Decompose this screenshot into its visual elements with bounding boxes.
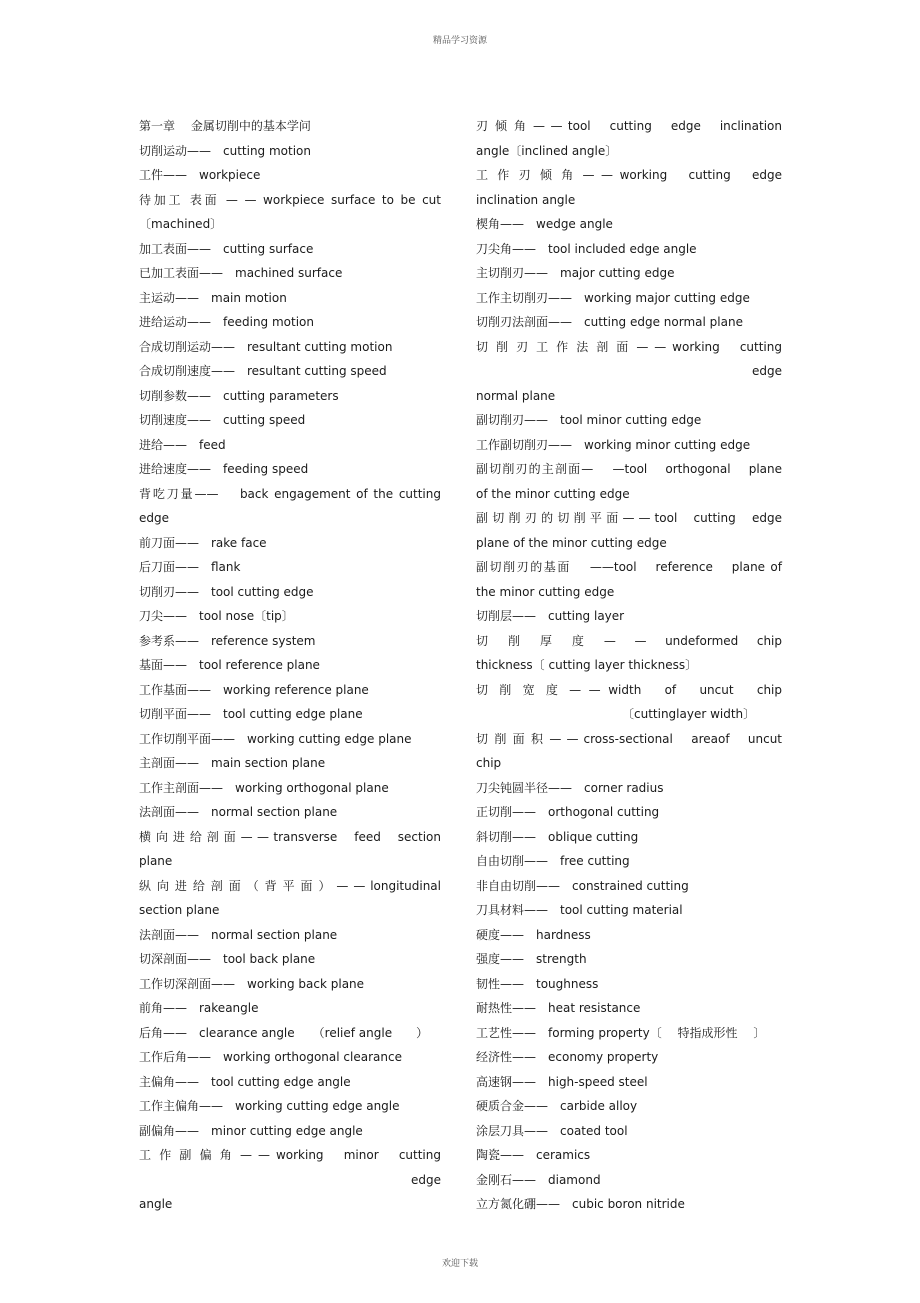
glossary-line: 非自由切削—— constrained cutting bbox=[476, 878, 689, 893]
glossary-line: 切 削 宽 度 — — width of uncut chip bbox=[476, 682, 782, 697]
glossary-line: the minor cutting edge bbox=[476, 584, 615, 599]
glossary-line: 切深剖面—— tool back plane bbox=[139, 952, 316, 966]
glossary-line: 陶瓷—— ceramics bbox=[476, 1148, 591, 1162]
glossary-line: 待加工 表面 — — workpiece surface to be cut bbox=[139, 192, 441, 207]
right-column bbox=[476, 114, 782, 1217]
glossary-line: chip bbox=[476, 756, 502, 770]
glossary-line: 强度—— strength bbox=[476, 952, 587, 966]
glossary-line: angle bbox=[139, 1197, 173, 1211]
glossary-line: 横 向 进 给 剖 面 — — transverse feed section bbox=[139, 829, 441, 844]
glossary-line: 工 作 副 偏 角 — — working minor cutting edge bbox=[139, 1148, 441, 1187]
glossary-line: 切削速度—— cutting speed bbox=[139, 413, 306, 427]
glossary-line: inclination angle bbox=[476, 192, 576, 207]
glossary-line: 工作主剖面—— working orthogonal plane bbox=[139, 780, 389, 795]
glossary-line: 切削刃—— tool cutting edge bbox=[139, 584, 314, 599]
glossary-line: 楔角—— wedge angle bbox=[476, 217, 613, 231]
glossary-line: 加工表面—— cutting surface bbox=[139, 241, 314, 256]
glossary-line: 主偏角—— tool cutting edge angle bbox=[139, 1074, 351, 1089]
glossary-line: 斜切削—— oblique cutting bbox=[476, 829, 639, 844]
glossary-line: 涂层刀具—— coated tool bbox=[476, 1123, 628, 1138]
glossary-line: 自由切削—— free cutting bbox=[476, 854, 630, 868]
glossary-line: 法剖面—— normal section plane bbox=[139, 805, 338, 819]
glossary-line: normal plane bbox=[476, 388, 556, 403]
glossary-line: 切削参数—— cutting parameters bbox=[139, 388, 339, 403]
glossary-line: 刃 倾 角 — — tool cutting edge inclination bbox=[476, 119, 782, 133]
glossary-line: 立方氮化硼—— cubic boron nitride bbox=[476, 1197, 685, 1211]
glossary-line: 前角—— rakeangle bbox=[139, 1001, 259, 1015]
glossary-line: 副切削刃—— tool minor cutting edge bbox=[476, 413, 702, 427]
glossary-line: 〔machined〕 bbox=[139, 217, 223, 231]
glossary-line: 副偏角—— minor cutting edge angle bbox=[139, 1123, 363, 1138]
glossary-line: edge bbox=[139, 511, 169, 525]
glossary-line: 第一章 金属切削中的基本学问 bbox=[139, 119, 311, 133]
glossary-line: 进给运动—— feeding motion bbox=[139, 315, 314, 329]
glossary-line: thickness〔 cutting layer thickness〕 bbox=[476, 658, 698, 672]
glossary-line: 刀尖钝圆半径—— corner radius bbox=[476, 780, 664, 795]
glossary-line: 合成切削运动—— resultant cutting motion bbox=[139, 339, 393, 354]
glossary-line: 合成切削速度—— resultant cutting speed bbox=[139, 364, 387, 378]
glossary-line: 纵 向 进 给 剖 面 （ 背 平 面 ） — — longitudinal bbox=[139, 878, 441, 893]
glossary-line: 工艺性—— forming property〔 特指成形性 〕 bbox=[476, 1025, 766, 1040]
glossary-line: section plane bbox=[139, 903, 220, 917]
glossary-line: 后刀面—— flank bbox=[139, 560, 241, 574]
glossary-line: 硬质合金—— carbide alloy bbox=[476, 1099, 638, 1113]
glossary-line: 副切削刃的基面 ——tool reference plane of bbox=[476, 560, 782, 574]
left-column bbox=[139, 114, 441, 1217]
glossary-line: 耐热性—— heat resistance bbox=[476, 1001, 641, 1015]
glossary-line: 〔cuttinglayer width〕 bbox=[622, 707, 756, 721]
glossary-line: 进给—— feed bbox=[139, 437, 226, 452]
glossary-line: 前刀面—— rake face bbox=[139, 535, 267, 550]
glossary-line: of the minor cutting edge bbox=[476, 486, 630, 501]
page-footer: 欢迎下载 bbox=[441, 1259, 478, 1269]
glossary-line: 工作后角—— working orthogonal clearance bbox=[139, 1050, 402, 1064]
glossary-line: 韧性—— toughness bbox=[476, 976, 599, 991]
glossary-line: 副切削刃的主剖面— —tool orthogonal plane bbox=[476, 462, 782, 476]
glossary-line: 背吃刀量—— back engagement of the cutting bbox=[139, 486, 441, 501]
glossary-line: 经济性—— economy property bbox=[476, 1050, 659, 1064]
glossary-line: 工作主切削刃—— working major cutting edge bbox=[476, 290, 750, 305]
page-header: 精品学习资源 bbox=[432, 36, 487, 46]
glossary-line: 刀尖角—— tool included edge angle bbox=[476, 241, 697, 256]
glossary-line: 切 削 面 积 — — cross-sectional areaof uncut bbox=[476, 731, 782, 746]
glossary-line: 切 削 刃 工 作 法 剖 面 — — working cutting edge bbox=[476, 339, 782, 378]
glossary-line: 法剖面—— normal section plane bbox=[139, 927, 338, 942]
glossary-line: 工作切深剖面—— working back plane bbox=[139, 976, 365, 991]
glossary-line: 工件—— workpiece bbox=[139, 168, 261, 182]
glossary-line: 主切削刃—— major cutting edge bbox=[476, 266, 675, 280]
glossary-line: 刀具材料—— tool cutting material bbox=[476, 903, 683, 917]
glossary-line: 主剖面—— main section plane bbox=[139, 756, 326, 770]
glossary-line: 工作切削平面—— working cutting edge plane bbox=[139, 731, 412, 746]
glossary-line: 已加工表面—— machined surface bbox=[139, 266, 343, 280]
glossary-line: 工作基面—— working reference plane bbox=[139, 682, 369, 697]
glossary-line: 工 作 刃 倾 角 — — working cutting edge bbox=[476, 168, 782, 182]
glossary-line: plane bbox=[139, 854, 173, 868]
glossary-line: 切 削 厚 度 — — undeformed chip bbox=[476, 633, 782, 648]
glossary-line: 切削层—— cutting layer bbox=[476, 609, 625, 623]
glossary-line: 进给速度—— feeding speed bbox=[139, 462, 309, 476]
glossary-line: 后角—— clearance angle （relief angle ） bbox=[139, 1025, 429, 1040]
glossary-line: 硬度—— hardness bbox=[476, 927, 591, 942]
glossary-line: plane of the minor cutting edge bbox=[476, 535, 667, 550]
glossary-line: 主运动—— main motion bbox=[139, 290, 287, 305]
glossary-line: 参考系—— reference system bbox=[139, 633, 316, 648]
glossary-line: 副 切 削 刃 的 切 削 平 面 — — tool cutting edge bbox=[476, 511, 782, 525]
glossary-line: 金刚石—— diamond bbox=[476, 1172, 601, 1187]
glossary-line: 正切削—— orthogonal cutting bbox=[476, 805, 660, 819]
glossary-line: 切削刃法剖面—— cutting edge normal plane bbox=[476, 315, 743, 329]
glossary-line: 切削运动—— cutting motion bbox=[139, 143, 312, 158]
glossary-line: 切削平面—— tool cutting edge plane bbox=[139, 707, 363, 721]
glossary-line: 高速钢—— high-speed steel bbox=[476, 1074, 648, 1089]
glossary-line: 基面—— tool reference plane bbox=[139, 658, 320, 672]
glossary-line: 工作副切削刃—— working minor cutting edge bbox=[476, 437, 751, 452]
glossary-line: angle〔inclined angle〕 bbox=[476, 143, 618, 158]
glossary-line: 工作主偏角—— working cutting edge angle bbox=[139, 1099, 400, 1113]
glossary-line: 刀尖—— tool nose〔tip〕 bbox=[139, 609, 294, 623]
